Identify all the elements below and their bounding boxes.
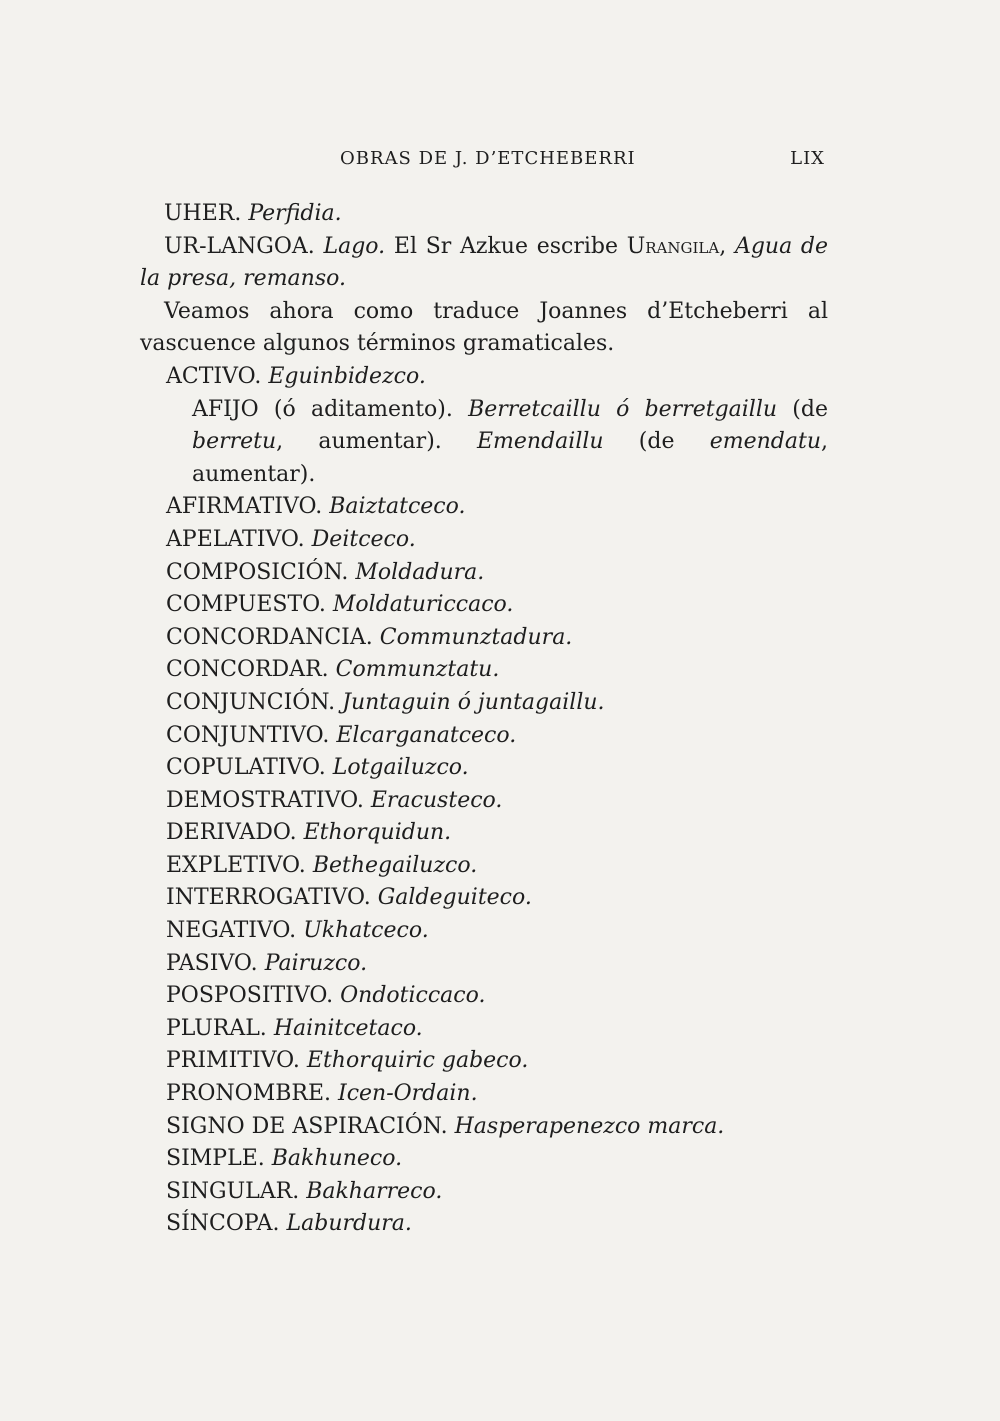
entry-translation: Communztatu. xyxy=(335,657,500,683)
list-item xyxy=(166,622,828,655)
entry-translation: Bethegailuzco. xyxy=(312,852,478,878)
list-item xyxy=(166,1045,828,1078)
entry-uher xyxy=(140,198,828,231)
entry-translation: Hainitcetaco. xyxy=(273,1015,423,1041)
list-item xyxy=(166,915,828,948)
entry-translation: Ukhatceco. xyxy=(303,918,429,944)
list-item xyxy=(166,1143,828,1176)
entry-comma: , xyxy=(719,233,727,259)
entry-translation: Ethorquiric gabeco. xyxy=(306,1048,529,1074)
entry-term: SIGNO DE ASPIRACIÓN. xyxy=(166,1113,448,1139)
entry-term: DEMOSTRATIVO. xyxy=(166,787,364,813)
list-item xyxy=(166,589,828,622)
entry-translation: Perfidia. xyxy=(248,201,342,226)
entry-term: AFIRMATIVO. xyxy=(166,494,323,520)
entry-translation: Lotgailuzco. xyxy=(332,755,469,781)
entry-term: SINGULAR. xyxy=(166,1178,300,1204)
list-item xyxy=(166,361,828,394)
entry-translation: Bakharreco. xyxy=(306,1178,443,1204)
entry-term: UR-LANGOA. xyxy=(164,233,315,259)
entry-translation: Deitceco. xyxy=(311,526,416,552)
entry-conj: ó xyxy=(616,396,630,422)
entry-translation: Eguinbidezco. xyxy=(268,363,426,389)
entry-paren: (ó aditamento). xyxy=(273,396,453,422)
entry-translation: Icen-Ordain. xyxy=(338,1081,478,1107)
entry-term: PRIMITIVO. xyxy=(166,1048,300,1074)
page-number: LIX xyxy=(790,148,825,169)
list-item xyxy=(166,557,828,590)
entry-term: POSPOSITIVO. xyxy=(166,983,334,1009)
entry-paren: , aumentar). xyxy=(192,429,828,487)
entry-translation: Laburdura. xyxy=(286,1211,412,1237)
entry-translation: Baiztatceco. xyxy=(329,494,466,520)
list-item xyxy=(166,1176,828,1209)
list-item xyxy=(166,785,828,818)
list-item xyxy=(166,720,828,753)
entry-translation: Lago. xyxy=(323,233,386,259)
list-item xyxy=(166,1111,828,1144)
entry-term: INTERROGATIVO. xyxy=(166,885,371,911)
entry-smallcaps-word: Urangila xyxy=(626,233,720,259)
list-item xyxy=(166,524,828,557)
entry-term: APELATIVO. xyxy=(166,526,305,552)
entry-translation: Berretcaillu xyxy=(468,396,601,422)
entry-note: El Sr Azkue escribe xyxy=(393,233,618,259)
entry-translation: Juntaguin ó juntagaillu. xyxy=(342,689,605,715)
list-item xyxy=(166,1078,828,1111)
entry-translation: Communztadura. xyxy=(379,624,573,650)
entry-translation: Elcarganatceco. xyxy=(336,722,517,748)
entry-source: berretu xyxy=(192,429,277,455)
entry-paren: (de xyxy=(792,396,828,422)
entry-translation: Bakhuneco. xyxy=(271,1146,403,1172)
entry-term: NEGATIVO. xyxy=(166,918,297,944)
entry-term: PRONOMBRE. xyxy=(166,1081,331,1107)
entry-translation: Galdeguiteco. xyxy=(377,885,532,911)
entry-term: UHER. xyxy=(164,201,242,226)
entry-term: DERIVADO. xyxy=(166,820,297,846)
page-body xyxy=(140,198,828,1241)
entry-term: EXPLETIVO. xyxy=(166,852,306,878)
list-item xyxy=(166,687,828,720)
entry-translation: Moldadura. xyxy=(355,559,485,585)
entry-translation: Eracusteco. xyxy=(370,787,503,813)
entry-term: PLURAL. xyxy=(166,1015,267,1041)
entry-paren: , aumentar). xyxy=(276,429,442,455)
grammar-terms-list xyxy=(140,361,828,1241)
list-item-afijo xyxy=(166,394,828,492)
entry-term: COMPOSICIÓN. xyxy=(166,559,349,585)
list-item xyxy=(166,980,828,1013)
entry-gloss: Agua de la presa, remanso. xyxy=(140,233,829,292)
list-item xyxy=(166,1013,828,1046)
intro-paragraph: Veamos ahora como traduce Joannes d’Etcheberri al vascuence algunos términos gramaticales. xyxy=(140,298,828,357)
list-item xyxy=(166,491,828,524)
entry-term: ACTIVO. xyxy=(166,363,262,389)
entry-translation: Emendaillu xyxy=(476,429,604,455)
list-item xyxy=(166,752,828,785)
list-item xyxy=(166,882,828,915)
entry-translation: Moldaturiccaco. xyxy=(332,592,514,618)
list-item xyxy=(166,817,828,850)
entry-translation: Hasperapenezco marca. xyxy=(454,1113,725,1139)
entry-translation: Ethorquidun. xyxy=(303,820,452,846)
entry-term: COPULATIVO. xyxy=(166,755,326,781)
list-item xyxy=(166,654,828,687)
entry-term: COMPUESTO. xyxy=(166,592,326,618)
running-title: OBRAS DE J. D’ETCHEBERRI xyxy=(340,148,636,169)
entry-translation: Pairuzco. xyxy=(264,950,368,976)
entry-term: CONCORDANCIA. xyxy=(166,624,373,650)
entry-term: SIMPLE. xyxy=(166,1146,265,1172)
entry-paren: (de xyxy=(638,429,675,455)
list-item xyxy=(166,948,828,981)
entry-term: CONJUNCIÓN. xyxy=(166,689,336,715)
entry-translation: Ondoticcaco. xyxy=(340,983,486,1009)
list-item xyxy=(166,1208,828,1241)
entry-translation: berretgaillu xyxy=(644,396,778,422)
entry-term: CONJUNTIVO. xyxy=(166,722,330,748)
entry-urlangoa xyxy=(140,231,828,296)
list-item xyxy=(166,850,828,883)
entry-term: SÍNCOPA. xyxy=(166,1211,280,1237)
entry-term: AFIJO xyxy=(192,396,259,422)
entry-term: PASIVO. xyxy=(166,950,258,976)
entry-source: emendatu xyxy=(709,429,821,455)
entry-term: CONCORDAR. xyxy=(166,657,329,683)
